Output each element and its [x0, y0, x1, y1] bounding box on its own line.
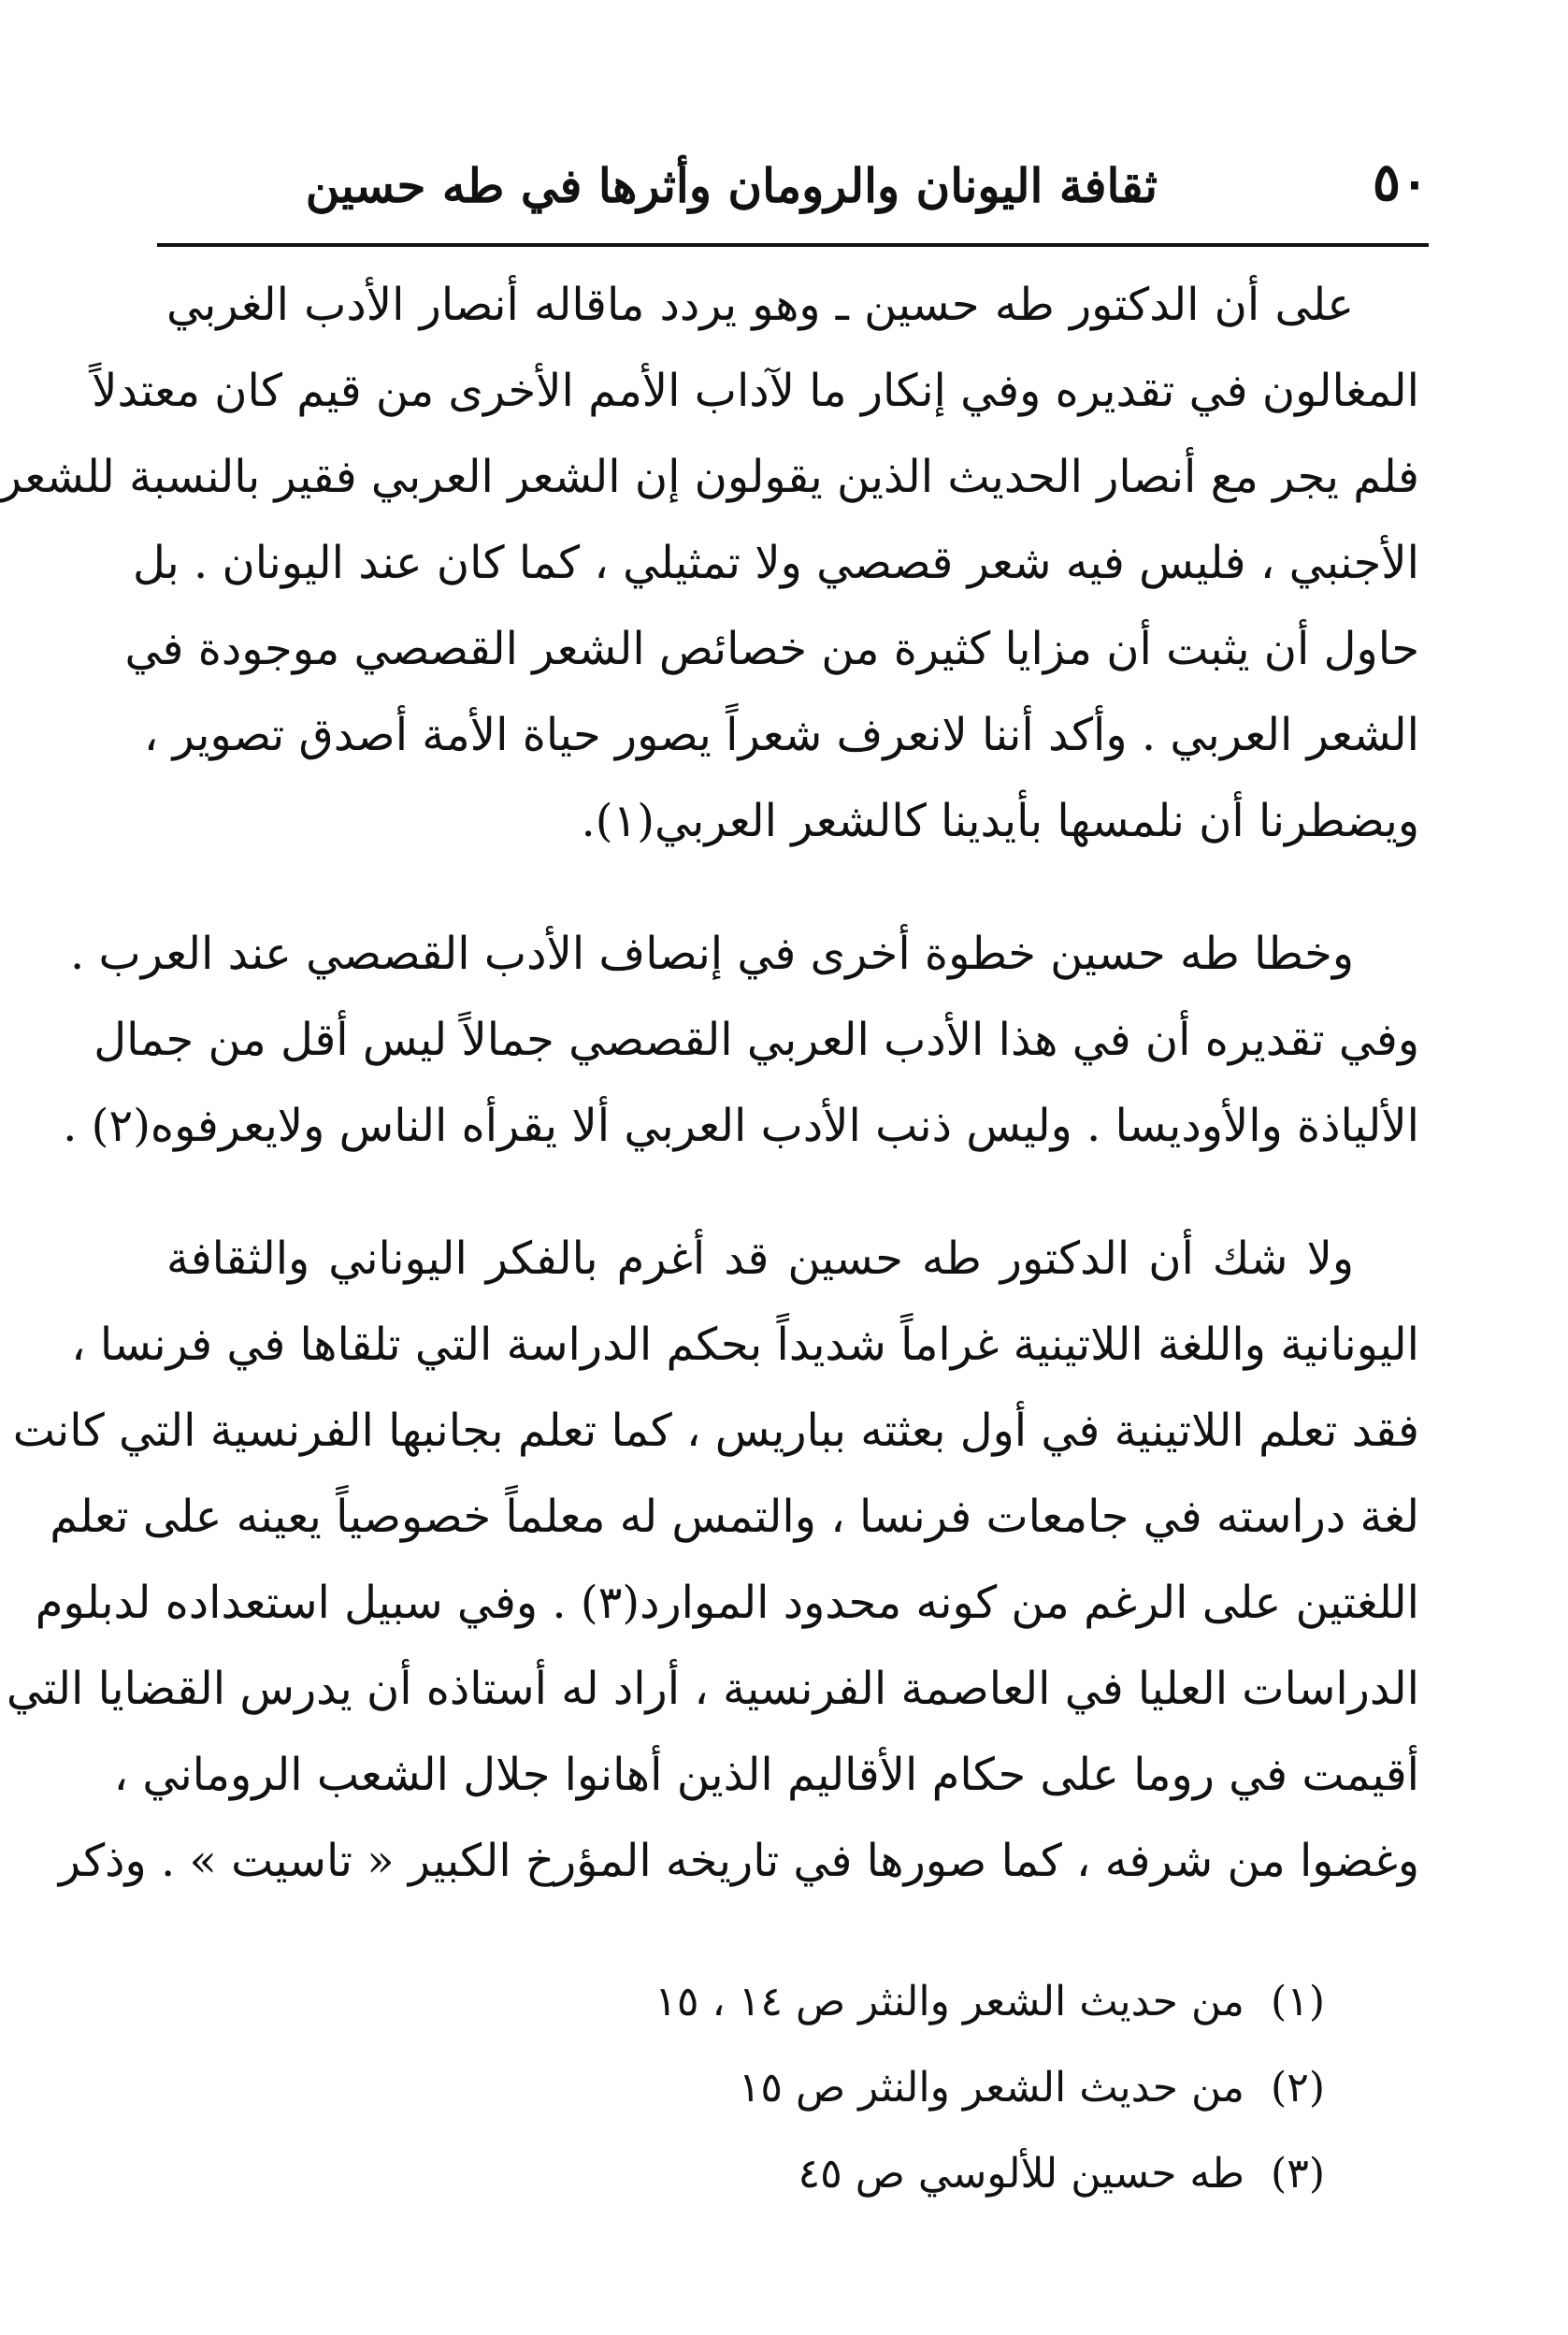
text-line: وخطا طه حسين خطوة أخرى في إنصاف الأدب القصصي عند العرب .: [70, 928, 1354, 980]
body-text: [0, 262, 1419, 1904]
text-line: اللغتين على الرغم من كونه محدود الموارد(٣) . وفي سبيل استعداده لدبلوم: [35, 1577, 1419, 1629]
paragraph-spacer: [166, 864, 1419, 911]
text-line: لغة دراسته في جامعات فرنسا ، والتمس له معلماً خصوصياً يعينه على تعلم: [50, 1491, 1419, 1543]
footnote-2: [390, 2045, 1325, 2131]
text-line: الدراسات العليا في العاصمة الفرنسية ، أراد له أستاذه أن يدرس القضايا التي: [6, 1663, 1419, 1715]
footnote-marker: (٣): [1271, 2150, 1325, 2198]
text-line: الشعر العربي . وأكد أننا لانعرف شعراً يصور حياة الأمة أصدق تصوير ،: [143, 709, 1419, 761]
footnote-1: [390, 1959, 1325, 2045]
footnote-text: طه حسين للألوسي ص ٤٥: [798, 2150, 1245, 2198]
text-line: وغضوا من شرفه ، كما صورها في تاريخه المؤرخ الكبير « تاسيت » . وذكر: [58, 1835, 1419, 1887]
paragraph-1: [0, 262, 1419, 864]
text-line: فقد تعلم اللاتينية في أول بعثته بباريس ، كما تعلم بجانبها الفرنسية التي كانت: [12, 1405, 1419, 1457]
text-line: حاول أن يثبت أن مزايا كثيرة من خصائص الشعر القصصي موجودة في: [124, 623, 1419, 675]
running-title: ثقافة اليونان والرومان وأثرها في طه حسين: [305, 158, 1158, 213]
text-line: اليونانية واللغة اللاتينية غراماً شديداً بحكم الدراسة التي تلقاها في فرنسا ،: [71, 1319, 1419, 1371]
text-line: الألياذة والأوديسا . وليس ذنب الأدب العربي ألا يقرأه الناس ولايعرفوه(٢) .: [63, 1100, 1419, 1152]
text-line: ولا شك أن الدكتور طه حسين قد أغرم بالفكر اليوناني والثقافة: [166, 1232, 1354, 1285]
text-line: المغالون في تقديره وفي إنكار ما لآداب الأمم الأخرى من قيم كان معتدلاً: [92, 365, 1419, 417]
page-number: ٥٠: [1372, 151, 1429, 213]
text-line: الأجنبي ، فليس فيه شعر قصصي ولا تمثيلي ، كما كان عند اليونان . بل: [133, 537, 1419, 589]
footnotes: [390, 1959, 1325, 2217]
text-line: وفي تقديره أن في هذا الأدب العربي القصصي جمالاً ليس أقل من جمال: [94, 1014, 1419, 1066]
footnote-marker: (١): [1271, 1978, 1325, 2025]
text-line: على أن الدكتور طه حسين ـ وهو يردد ماقاله أنصار الأدب الغربي: [166, 279, 1354, 331]
text-line: أقيمت في روما على حكام الأقاليم الذين أهانوا جلال الشعب الروماني ،: [113, 1749, 1419, 1801]
text-line: فلم يجر مع أنصار الحديث الذين يقولون إن الشعر العربي فقير بالنسبة للشعر: [0, 451, 1419, 503]
paragraph-3: [6, 1216, 1419, 1904]
paragraph-spacer: [166, 1169, 1419, 1216]
footnote-text: من حديث الشعر والنثر ص ١٥: [738, 2064, 1245, 2112]
footnote-marker: (٢): [1271, 2064, 1325, 2112]
page-header: [157, 140, 1429, 247]
text-line: ويضطرنا أن نلمسها بأيدينا كالشعر العربي(١).: [581, 795, 1419, 847]
footnote-3: [390, 2131, 1325, 2217]
paragraph-2: [63, 911, 1419, 1169]
footnote-text: من حديث الشعر والنثر ص ١٤ ، ١٥: [655, 1978, 1245, 2025]
